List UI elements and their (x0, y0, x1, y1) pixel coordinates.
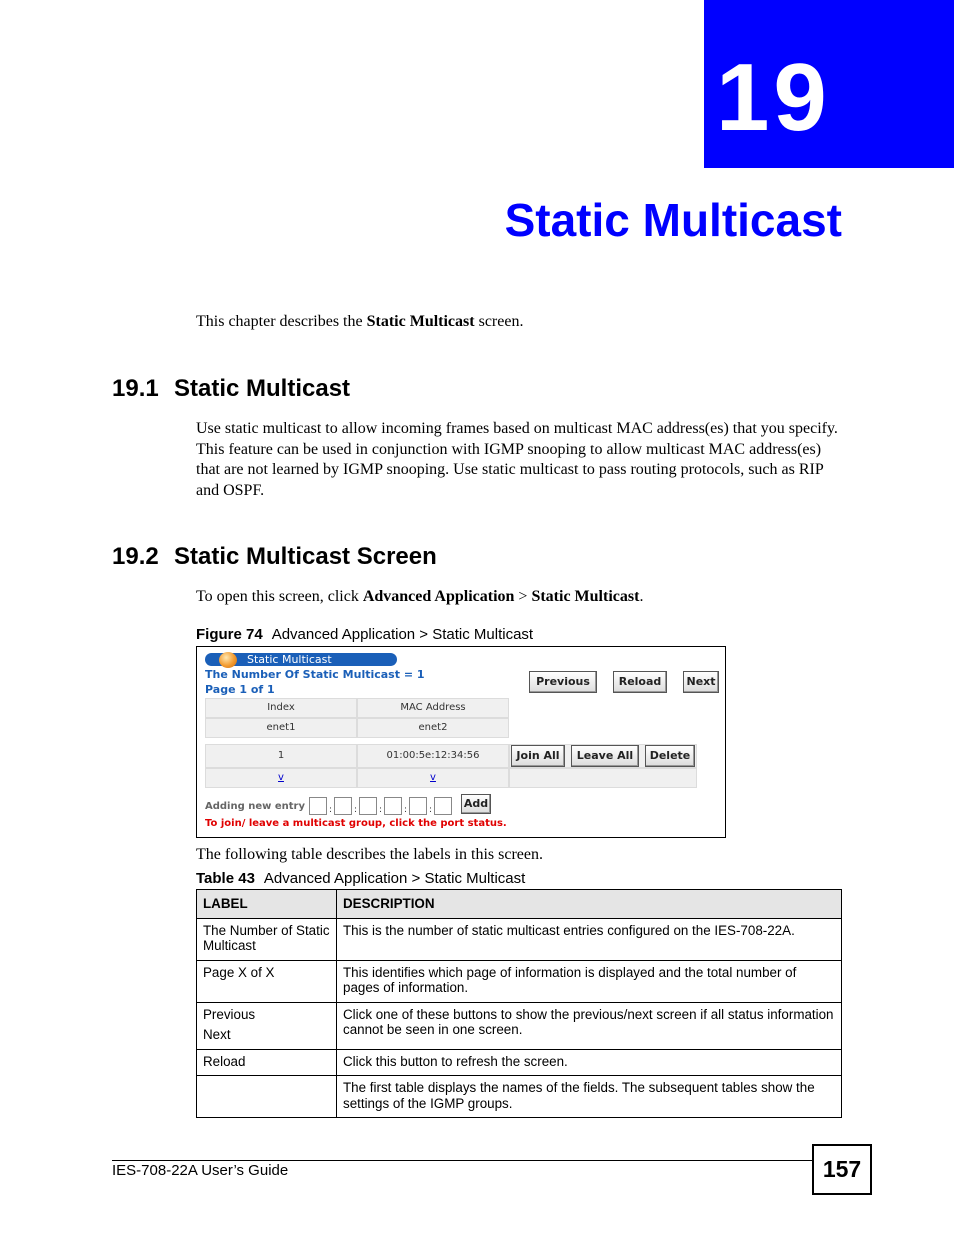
row-label: Reload (197, 1049, 337, 1076)
page-number: 157 (812, 1144, 872, 1195)
previous-button[interactable]: Previous (529, 671, 597, 693)
mac-octet-2-input[interactable] (334, 797, 352, 815)
table-caption: Table 43 Advanced Application > Static Multicast (196, 870, 526, 887)
table-row (197, 960, 842, 1002)
table-header-row (197, 890, 842, 919)
reload-button[interactable]: Reload (613, 671, 667, 693)
following-table-intro: The following table describes the labels in this screen. (196, 846, 544, 863)
mac-octet-4-input[interactable] (384, 797, 402, 815)
row-description: This identifies which page of information is displayed and the total number of pages of information. (337, 960, 842, 1002)
labels-table (196, 889, 842, 1118)
row-label: Page X of X (197, 960, 337, 1002)
mac-separator: : (329, 805, 333, 815)
row-description: Click one of these buttons to show the previous/next screen if all status information cannot be seen in one screen. (337, 1002, 842, 1049)
delete-button[interactable]: Delete (645, 745, 695, 767)
mac-octet-6-input[interactable] (434, 797, 452, 815)
port-status-link-enet2[interactable]: v (357, 768, 509, 788)
port-header-enet2: enet2 (357, 718, 509, 738)
section-1-paragraph: Use static multicast to allow incoming frames based on multicast MAC address(es) that you specify. This feature can be used in conjunction with IGMP snooping to allow multicast MAC address(es) that are not learned by IGMP snooping. Use static multicast to pass routing protocols, such as RIP and OSPF. (196, 420, 838, 499)
mac-separator: : (429, 805, 433, 815)
mac-octet-5-input[interactable] (409, 797, 427, 815)
adding-new-entry-label: Adding new entry (205, 801, 305, 812)
section-heading-19-1: 19.1 Static Multicast (112, 375, 351, 402)
chapter-title: Static Multicast (504, 194, 842, 246)
empty-cell (509, 768, 697, 788)
join-all-button[interactable]: Join All (511, 745, 565, 767)
row-label (197, 1076, 337, 1118)
row-description: This is the number of static multicast entries configured on the IES-708-22A. (337, 918, 842, 960)
static-multicast-screenshot (196, 646, 726, 838)
section-2-paragraph: To open this screen, click Advanced Application > Static Multicast. (196, 588, 644, 605)
port-status-link-enet1[interactable]: v (205, 768, 357, 788)
port-status-hint: To join/ leave a multicast group, click the port status. (205, 818, 507, 829)
header-description: DESCRIPTION (337, 890, 842, 919)
mac-separator: : (404, 805, 408, 815)
mac-octet-3-input[interactable] (359, 797, 377, 815)
entry-index: 1 (205, 744, 357, 768)
mac-separator: : (379, 805, 383, 815)
mac-octet-1-input[interactable] (309, 797, 327, 815)
static-multicast-count: The Number Of Static Multicast = 1 (205, 668, 425, 681)
row-description: Click this button to refresh the screen. (337, 1049, 842, 1076)
port-header-enet1: enet1 (205, 718, 357, 738)
table-row (197, 918, 842, 960)
screen-tab-title: Static Multicast (205, 653, 397, 666)
table-row (197, 1049, 842, 1076)
chapter-number: 19 (716, 44, 831, 151)
entry-mac-address: 01:00:5e:12:34:56 (357, 744, 509, 768)
row-label: Previous Next (197, 1002, 337, 1049)
orange-ball-icon (219, 652, 237, 668)
intro-paragraph: This chapter describes the Static Multicast screen. (196, 313, 524, 330)
footer-rule (112, 1160, 812, 1161)
figure-caption: Figure 74 Advanced Application > Static Multicast (196, 626, 534, 643)
table-row (197, 1002, 842, 1049)
col-header-mac-address: MAC Address (357, 698, 509, 718)
header-label: LABEL (197, 890, 337, 919)
table-row (197, 1076, 842, 1118)
row-label: The Number of Static Multicast (197, 918, 337, 960)
footer-guide-title: IES-708-22A User’s Guide (112, 1162, 289, 1179)
next-button[interactable]: Next (683, 671, 719, 693)
row-description: The first table displays the names of the fields. The subsequent tables show the settings of the IGMP groups. (337, 1076, 842, 1118)
section-heading-19-2: 19.2 Static Multicast Screen (112, 543, 437, 570)
page-indicator: Page 1 of 1 (205, 683, 275, 696)
col-header-index: Index (205, 698, 357, 718)
add-button[interactable]: Add (461, 794, 491, 814)
mac-separator: : (354, 805, 358, 815)
leave-all-button[interactable]: Leave All (571, 745, 639, 767)
